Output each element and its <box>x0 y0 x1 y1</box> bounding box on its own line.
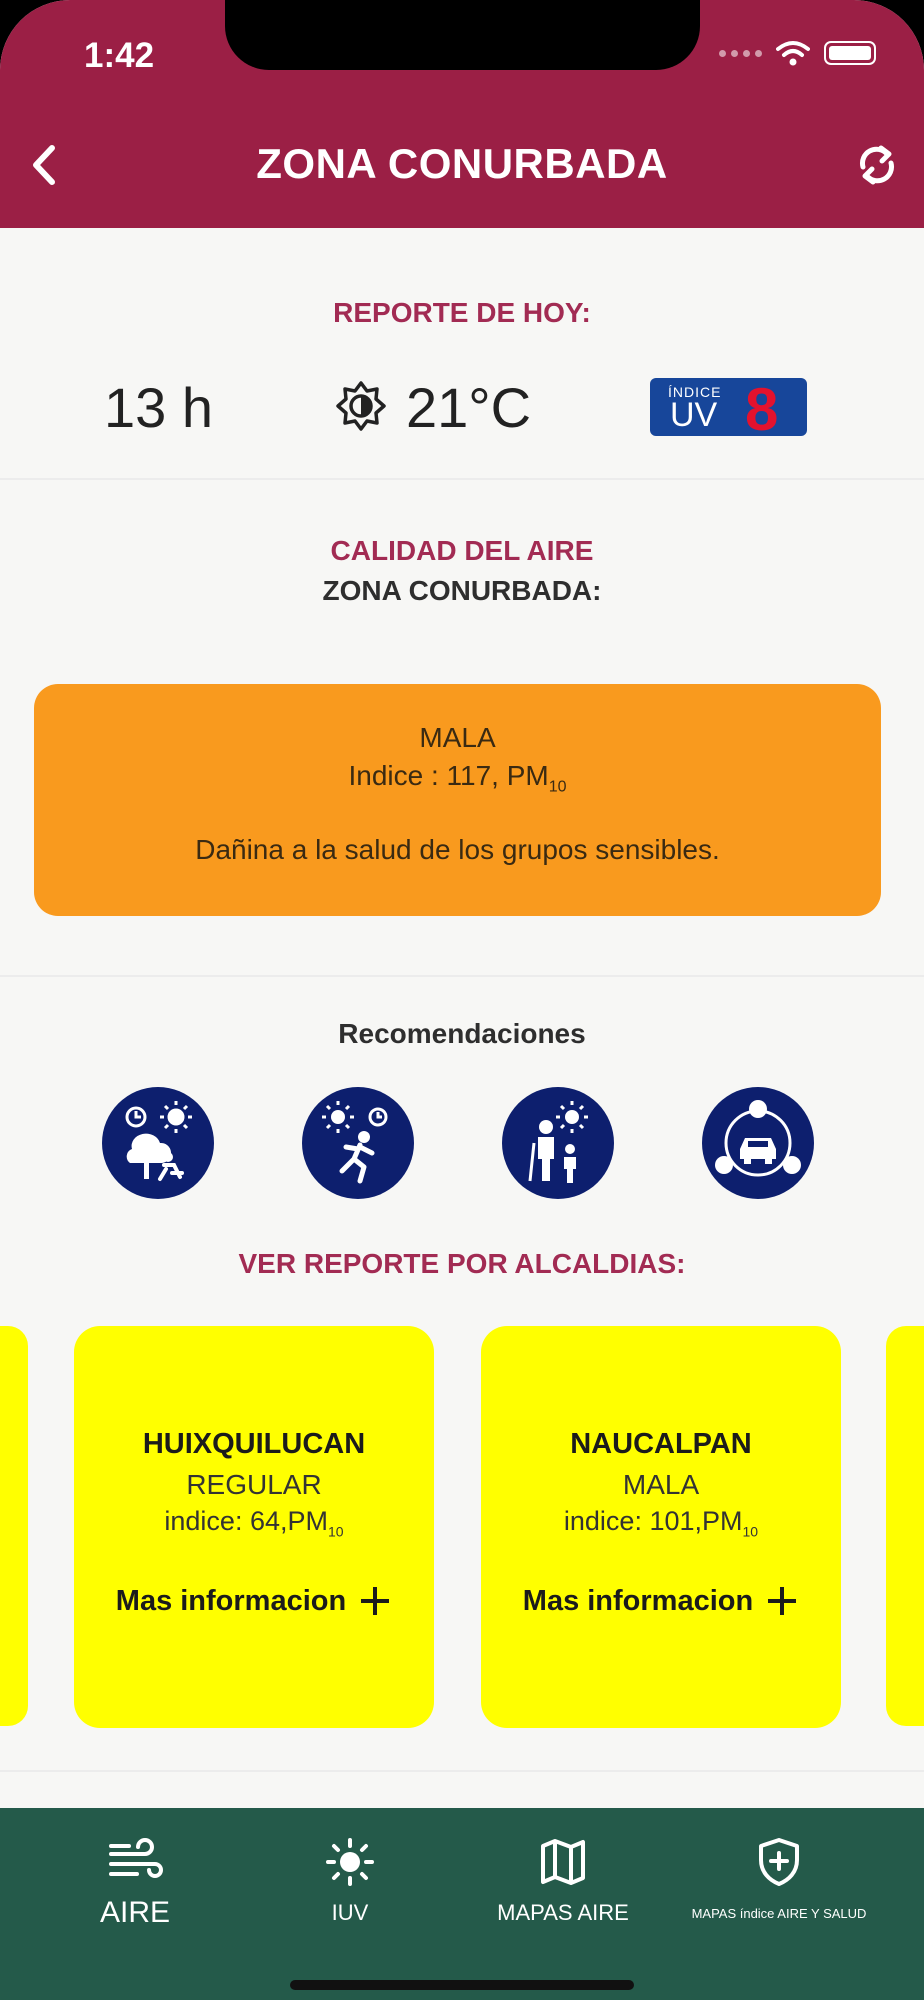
refresh-icon <box>854 140 900 190</box>
plus-icon <box>358 1584 392 1618</box>
tab-aire[interactable] <box>0 1808 270 1948</box>
wind-icon <box>107 1836 163 1888</box>
municipality-index-sub: 10 <box>742 1523 759 1540</box>
municipality-name: NAUCALPAN <box>570 1428 752 1460</box>
air-quality-zone: ZONA CONURBADA: <box>322 575 602 606</box>
today-heading: REPORTE DE HOY: <box>333 297 591 328</box>
more-info-label: Mas informacion <box>522 1584 754 1617</box>
more-info-link[interactable] <box>481 1584 841 1618</box>
plus-icon <box>765 1584 799 1618</box>
municipality-index-text: indice: 101,PM <box>563 1506 743 1536</box>
municipality-index-text: indice: 64,PM <box>164 1506 328 1536</box>
bottom-tab-bar <box>0 1808 924 2000</box>
sun-icon <box>335 380 387 432</box>
more-info-label: Mas informacion <box>115 1584 347 1617</box>
tab-label: MAPAS índice AIRE Y SALUD <box>691 1906 867 1921</box>
uv-label-small: ÍNDICE <box>668 384 722 400</box>
municipality-card-peek[interactable] <box>0 1326 28 1726</box>
municipality-index <box>481 1506 841 1539</box>
municipality-quality: REGULAR <box>186 1469 322 1500</box>
air-quality-level: MALA <box>419 722 496 753</box>
air-index-text: Indice : 117, PM <box>348 760 549 791</box>
municipality-quality: MALA <box>622 1469 700 1500</box>
device-notch <box>225 0 700 70</box>
section-divider <box>0 478 924 480</box>
air-quality-card[interactable] <box>34 684 881 916</box>
municipality-carousel[interactable] <box>0 1326 924 1730</box>
municipalities-heading: VER REPORTE POR ALCALDIAS: <box>238 1248 686 1279</box>
uv-index-badge <box>650 376 807 443</box>
sun-icon <box>322 1836 378 1888</box>
car-icon[interactable] <box>702 1087 814 1199</box>
air-index-sub: 10 <box>548 778 567 796</box>
outdoor-activity-icon[interactable] <box>102 1087 214 1199</box>
status-time: 1:42 <box>84 36 155 75</box>
top-bar <box>0 0 924 228</box>
home-indicator <box>290 1980 634 1990</box>
air-quality-heading: CALIDAD DEL AIRE <box>330 535 594 566</box>
uv-label: UV <box>670 396 718 434</box>
municipality-index-sub: 10 <box>328 1523 344 1540</box>
tab-label: IUV <box>331 1900 369 1925</box>
wifi-icon <box>776 40 810 66</box>
current-hour: 13 h <box>104 376 213 439</box>
shield-plus-icon <box>751 1836 807 1888</box>
map-icon <box>535 1836 591 1888</box>
municipality-card[interactable] <box>481 1326 841 1728</box>
family-icon[interactable] <box>502 1087 614 1199</box>
temperature: 21°C <box>406 376 532 439</box>
tab-mapas-salud[interactable] <box>666 1808 892 1948</box>
municipality-name: HUIXQUILUCAN <box>142 1428 366 1460</box>
refresh-button[interactable] <box>854 140 900 190</box>
tab-iuv[interactable] <box>240 1808 460 1948</box>
more-info-link[interactable] <box>74 1584 434 1618</box>
section-divider <box>0 1770 924 1772</box>
municipality-card[interactable] <box>74 1326 434 1728</box>
tab-label: MAPAS AIRE <box>497 1900 629 1925</box>
air-quality-index <box>34 760 881 797</box>
uv-value: 8 <box>745 376 779 443</box>
tab-mapas-aire[interactable] <box>460 1808 666 1948</box>
municipality-card-peek[interactable] <box>886 1326 924 1726</box>
tab-label: AIRE <box>99 1896 171 1929</box>
recommendations-heading: Recomendaciones <box>338 1018 586 1049</box>
section-divider <box>0 975 924 977</box>
exercise-icon[interactable] <box>302 1087 414 1199</box>
page-title: ZONA CONURBADA <box>256 140 668 187</box>
battery-icon <box>824 41 876 65</box>
status-icons <box>719 40 876 66</box>
municipality-index <box>74 1506 434 1539</box>
air-quality-description: Dañina a la salud de los grupos sensibles. <box>195 834 720 865</box>
signal-icon <box>719 50 762 57</box>
